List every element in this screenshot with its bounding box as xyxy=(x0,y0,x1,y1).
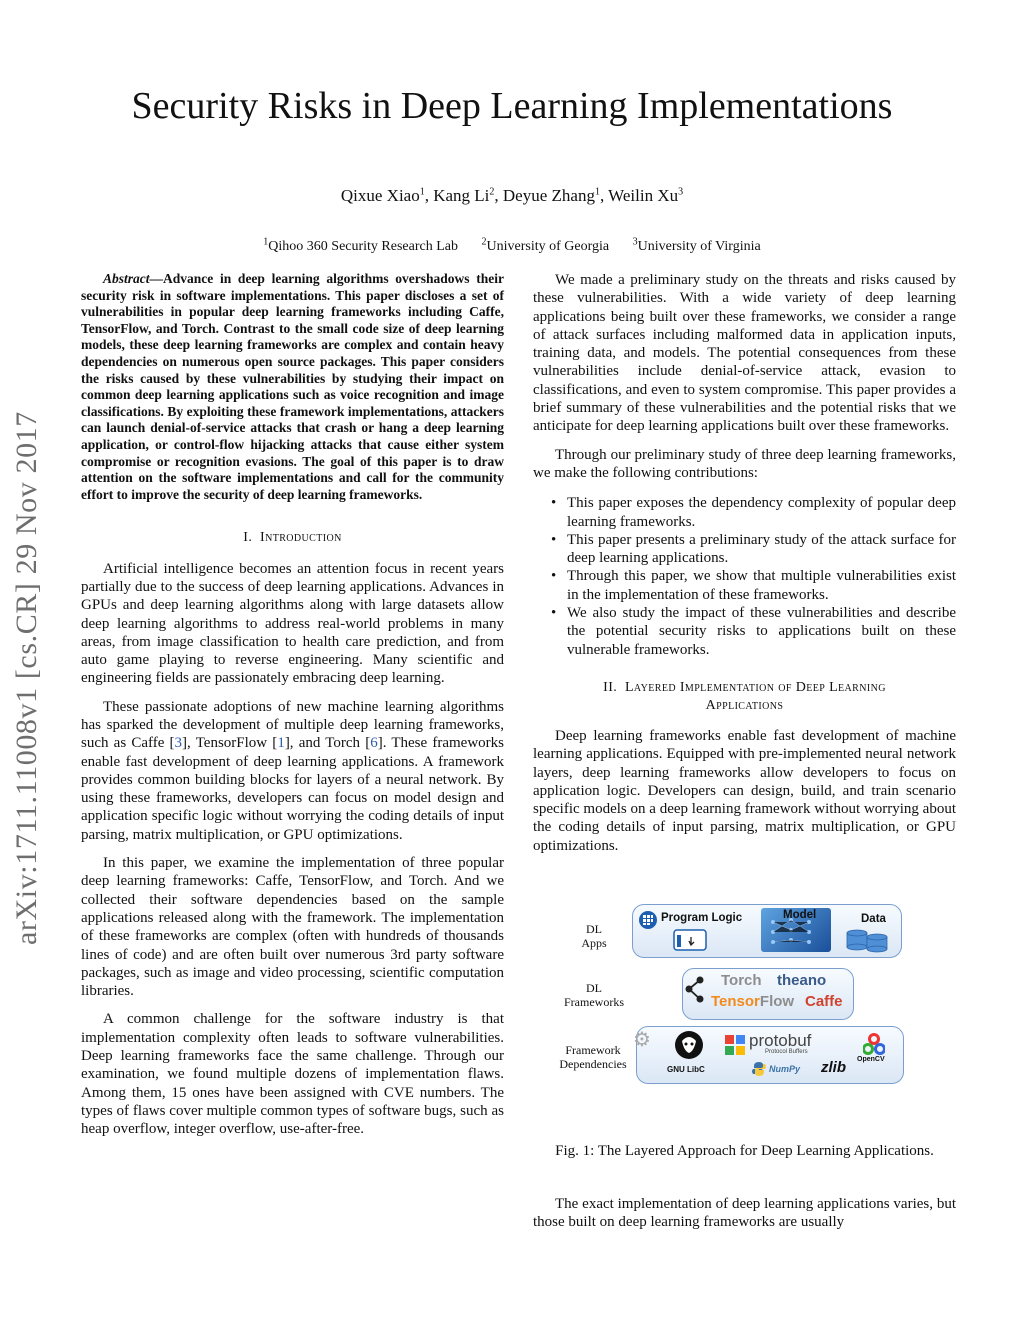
paragraph: Artificial intelligence becomes an attention focus in recent years partially due to the success of deep learning applications. Advances in GPUs and deep learning algorithms along with large datasets allow deep learning algorithms to address real-world problems in many areas, from image classification to health care prediction, and from auto game playing to reverse engineering. Many scientific and engineering fields are passionately embracing deep learning. xyxy=(81,560,504,687)
paper-title: Security Risks in Deep Learning Implementations xyxy=(131,85,893,127)
gnu-libc-label: GNU LibC xyxy=(667,1065,705,1074)
numpy-label: NumPy xyxy=(769,1064,801,1074)
right-column xyxy=(533,271,956,865)
author-name: Qixue Xiao xyxy=(340,186,420,205)
citation-link[interactable]: 6 xyxy=(370,735,378,752)
paragraph: The exact implementation of deep learning applications varies, but those built on deep learning frameworks are usually xyxy=(533,1196,956,1231)
paragraph: A common challenge for the software industry is that implementation complexity often leads to software vulnerabilities. Deep learning frameworks face the same challenge. Through our examination, we found multiple dozens of implementation flaws. Among them, 15 ones have been assigned with CVE numbers. The types of flaws cover multiple common types of software bugs, such as heap overflow, integer overflow, use-after-free. xyxy=(81,1011,504,1138)
citation-link[interactable]: 3 xyxy=(174,735,183,752)
arxiv-watermark: arXiv:1711.11008v1 [cs.CR] 29 Nov 2017 xyxy=(10,411,43,945)
list-item: • We also study the impact of these vulnerabilities and describe the potential security risks to applications built on these vulnerable frameworks. xyxy=(533,604,956,659)
author-affiliation-mark: 1 xyxy=(594,186,600,198)
app-grid-icon xyxy=(639,911,657,929)
protobuf-label: protobuf xyxy=(749,1031,812,1050)
contribution-list xyxy=(533,494,956,659)
caffe-logo: Caffe xyxy=(805,993,843,1010)
affiliation-list xyxy=(0,236,1024,255)
affiliation: $^3$University of Virginia xyxy=(632,236,761,254)
author-list: Qixue Xiao$^1$, Kang Li$^2$, Deyue Zhang$^1$, Weilin Xu$^3$ xyxy=(340,186,684,205)
paragraph: These passionate adoptions of new machine learning algorithms has sparked the development of multiple deep learning frameworks, such as Caffe [3], TensorFlow [1], and Torch [6]. These frameworks enable fast development of deep learning applications. A framework provides common building blocks for layers of a neural network. By using these frameworks, developers can focus on model design and application specific logic without worrying the coding details of input parsing, matrix multiplication, or GPU optimizations. xyxy=(81,698,504,843)
opencv-icon xyxy=(863,1033,885,1055)
opencv-label: OpenCV xyxy=(857,1056,885,1063)
affiliation: $^1$Qihoo 360 Security Research Lab xyxy=(263,236,459,254)
section-heading-introduction: I. Introduction xyxy=(243,530,342,546)
apps-layer-box xyxy=(632,904,902,958)
paragraph: Through our preliminary study of three deep learning frameworks, we make the following contributions: xyxy=(533,446,956,481)
zlib-logo: zlib xyxy=(821,1059,846,1076)
paragraph: In this paper, we examine the implementation of three popular deep learning frameworks: Caffe, TensorFlow, and Torch. And we collected their software dependencies based on the sample applications released along with the framework. The implementation of these frameworks are complex (often with hundreds of thousands lines of code) and are often built over numerous 3rd party software packages, such as image and video processing, scientific computation libraries. xyxy=(81,855,504,1000)
list-item: • This paper exposes the dependency complexity of popular deep learning frameworks. xyxy=(533,494,956,531)
right-column-continued xyxy=(533,1195,956,1242)
database-icon xyxy=(845,927,891,953)
paragraph: Deep learning frameworks enable fast development of machine learning applications. Equipped with pre-implemented neural network layers, deep learning frameworks allow developers to focus on application logic. Developers can design, build, and train scenario specific models on a deep learning framework without worrying about the coding details of input parsing, matrix multiplication, or GPU optimizations. xyxy=(533,727,956,854)
author-affiliation-mark: 3 xyxy=(678,186,684,198)
figure-layered-approach xyxy=(548,898,908,1090)
author-name: Weilin Xu xyxy=(608,186,679,205)
figure-caption: Fig. 1: The Layered Approach for Deep Learning Applications. xyxy=(555,1143,934,1159)
citation-link[interactable]: 1 xyxy=(277,735,285,752)
section-heading-layered: II. Layered Implementation of Deep Learning Applications xyxy=(603,679,886,713)
layer-label-apps: DL Apps xyxy=(581,922,607,950)
list-item: • This paper presents a preliminary study of the attack surface for deep learning applications. xyxy=(533,531,956,568)
model-label: Model xyxy=(783,909,817,921)
left-column xyxy=(81,271,504,1149)
paragraph: We made a preliminary study on the threats and risks caused by these vulnerabilities. With a wide variety of deep learning applications being built over these frameworks, we consider a range of attack surfaces including malformed data in application inputs, training data, and models. The potential consequences from these vulnerabilities include denial-of-service attack, evasion to classifications, and even to system compromise. This paper provides a brief summary of these vulnerabilities and the potential risks that we anticipate for deep learning applications built over these frameworks. xyxy=(533,272,956,435)
dependencies-layer-box xyxy=(633,1026,904,1084)
gnu-logo-icon xyxy=(675,1031,703,1059)
frameworks-layer-box xyxy=(682,968,854,1020)
author-name: Deyue Zhang xyxy=(502,186,595,205)
share-icon xyxy=(685,975,705,1005)
author-affiliation-mark: 1 xyxy=(419,186,425,198)
list-item: • Through this paper, we show that multiple vulnerabilities exist in the implementation of these frameworks. xyxy=(533,567,956,604)
python-icon xyxy=(751,1061,767,1077)
data-label: Data xyxy=(861,913,886,925)
gear-icon: ⚙ xyxy=(633,1029,651,1051)
protobuf-icon xyxy=(725,1035,745,1055)
affiliation: $^2$University of Georgia xyxy=(481,236,610,254)
author-name: Kang Li xyxy=(433,186,490,205)
abstract: Abstract—Advance in deep learning algorithms overshadows their security risk in software implementations. This paper discloses a set of vulnerabilities in popular deep learning frameworks including Caffe, TensorFlow, and Torch. Contrast to the small code size of deep learning models, these deep learning frameworks are complex and contain heavy dependencies on numerous open source packages. This paper considers the risks caused by these vulnerabilities by studying their impact on common deep learning applications such as voice recognition and image classifications. By exploiting these framework implementations, attackers can launch denial-of-service attacks that crash or hang a deep learning application, or control-flow hijacking attacks that cause either system compromise or recognition evasions. The goal of this paper is to draw attention on the software implementations and call for the community effort to improve the security of deep learning frameworks. xyxy=(81,271,504,502)
program-logic-label: Program Logic xyxy=(661,912,743,924)
layer-label-frameworks: DL Frameworks xyxy=(564,981,624,1009)
tensorflow-logo: TensorFlow xyxy=(711,993,795,1010)
theano-logo: theano xyxy=(777,972,827,989)
code-window-icon xyxy=(673,929,707,951)
layer-label-dependencies: Framework Dependencies xyxy=(559,1043,627,1071)
protobuf-sublabel: Protocol Buffers xyxy=(765,1049,808,1055)
torch-logo: Torch xyxy=(721,972,762,989)
author-affiliation-mark: 2 xyxy=(489,186,495,198)
